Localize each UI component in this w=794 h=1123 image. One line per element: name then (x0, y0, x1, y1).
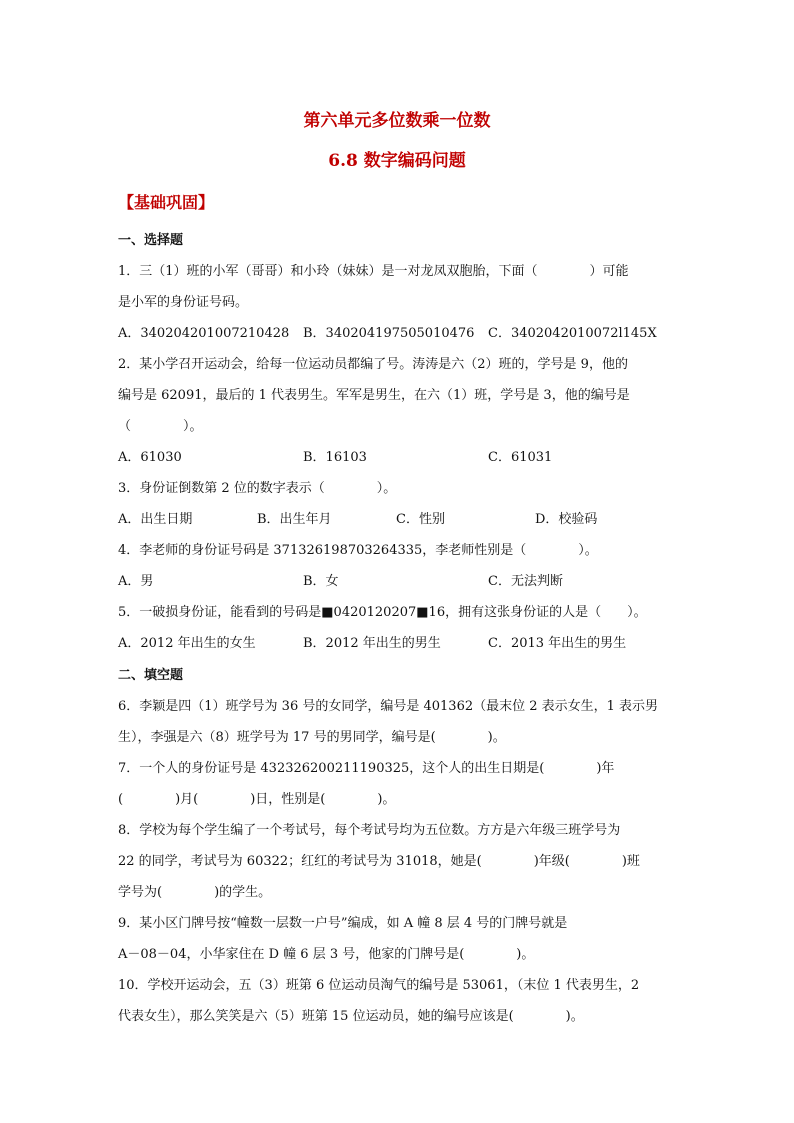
q9-line2: A－08－04，小华家住在 D 幢 6 层 3 号，他家的门牌号是( )。 (118, 947, 535, 962)
q10-line1: 10．学校开运动会，五（3）班第 6 位运动员淘气的编号是 53061，（末位 1 代表男生，2 (118, 978, 640, 993)
q2-line1: 2．某小学召开运动会，给每一位运动员都编了号。涛涛是六（2）班的，学号是 9，他的 (118, 357, 628, 372)
q2-line3: （ ）。 (118, 419, 203, 434)
section-label: 【基础巩固】 (118, 193, 215, 212)
q1-line2: 是小军的身份证号码。 (118, 295, 249, 310)
q3-option-d: D．校验码 (535, 512, 598, 527)
page-subtitle: 6.8 数字编码问题 (328, 151, 466, 171)
q2-option-a: A．61030 (118, 450, 182, 465)
page-title: 第六单元多位数乘一位数 (303, 111, 491, 131)
q2-line2: 编号是 62091，最后的 1 代表男生。军军是男生，在六（1）班，学号是 3，他的编号是 (118, 388, 630, 403)
q5-option-c: C．2013 年出生的男生 (488, 636, 627, 651)
q4-option-b: B．女 (303, 574, 339, 589)
q4-option-a: A．男 (118, 574, 154, 589)
q1-option-c: C．3402042010072l145X (488, 326, 657, 341)
q7-line2: ( )月( )日，性别是( )。 (118, 792, 396, 807)
q4-option-c: C．无法判断 (488, 574, 563, 589)
q2-option-c: C．61031 (488, 450, 553, 465)
q8-line3: 学号为( )的学生。 (118, 885, 272, 900)
q3-option-a: A．出生日期 (118, 512, 193, 527)
q8-line1: 8．学校为每个学生编了一个考试号，每个考试号均为五位数。方方是六年级三班学号为 (118, 823, 621, 838)
q4-line1: 4．李老师的身份证号码是 371326198703264335，李老师性别是（ ）。 (118, 543, 598, 558)
q1-line1: 1．三（1）班的小军（哥哥）和小玲（妹妹）是一对龙凤双胞胎，下面（ ）可能 (118, 264, 629, 279)
q1-option-b: B．340204197505010476 (303, 326, 475, 341)
q5-line1: 5．一破损身份证，能看到的号码是■0420120207■16，拥有这张身份证的人是（ ）。 (118, 605, 647, 620)
q5-option-b: B．2012 年出生的男生 (303, 636, 441, 651)
q3-option-c: C．性别 (396, 512, 445, 527)
q7-line1: 7．一个人的身份证号是 432326200211190325，这个人的出生日期是( )年 (118, 761, 615, 776)
q8-line2: 22 的同学，考试号为 60322；红红的考试号为 31018，她是( )年级( )班 (118, 854, 640, 869)
q2-option-b: B．16103 (303, 450, 367, 465)
q3-line1: 3．身份证倒数第 2 位的数字表示（ ）。 (118, 481, 397, 496)
q5-option-a: A．2012 年出生的女生 (118, 636, 256, 651)
q6-line2: 生），李强是六（8）班学号为 17 号的男同学，编号是( )。 (118, 730, 506, 745)
part1-heading: 一、选择题 (118, 233, 184, 248)
q9-line1: 9．某小区门牌号按“幢数一层数一户号”编成，如 A 幢 8 层 4 号的门牌号就是 (118, 916, 568, 931)
q1-option-a: A．340204201007210428 (118, 326, 290, 341)
part2-heading: 二、填空题 (118, 668, 184, 683)
q6-line1: 6．李颖是四（1）班学号为 36 号的女同学，编号是 401362（最末位 2 表示女生，1 表示男 (118, 699, 659, 714)
q3-option-b: B．出生年月 (257, 512, 332, 527)
q10-line2: 代表女生），那么笑笑是六（5）班第 15 位运动员，她的编号应该是( )。 (118, 1009, 584, 1024)
